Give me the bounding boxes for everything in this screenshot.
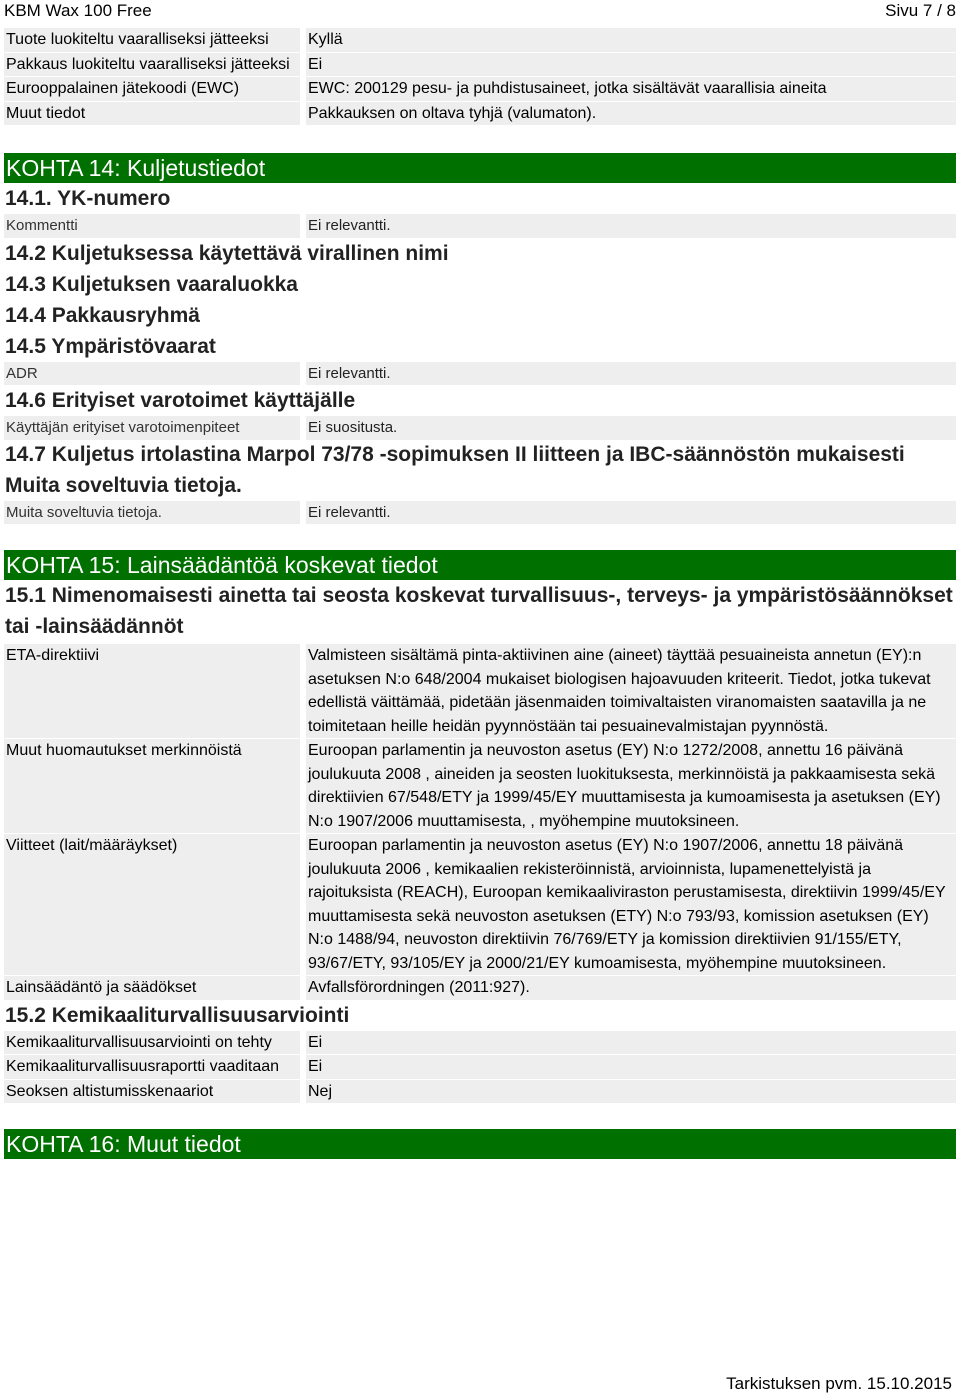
- row-value: Kyllä: [306, 28, 956, 52]
- row-value: Ei relevantti.: [306, 214, 956, 238]
- table-row: [4, 214, 956, 238]
- heading-14-4: 14.4 Pakkausryhmä: [5, 303, 200, 327]
- row-value: Nej: [306, 1080, 956, 1104]
- section-14-heading: KOHTA 14: Kuljetustiedot: [4, 153, 956, 183]
- table-row: [4, 53, 956, 77]
- table-row: [4, 1055, 956, 1079]
- heading-15-2: 15.2 Kemikaaliturvallisuusarviointi: [5, 1003, 350, 1027]
- row-label: Kemikaaliturvallisuusraportti vaaditaan: [4, 1055, 300, 1079]
- row-label: Muut tiedot: [4, 102, 300, 126]
- document-title: KBM Wax 100 Free: [4, 1, 152, 20]
- heading-14-3: 14.3 Kuljetuksen vaaraluokka: [5, 272, 298, 296]
- row-label: Lainsäädäntö ja säädökset: [4, 976, 300, 1000]
- row-label: Muita soveltuvia tietoja.: [4, 501, 300, 525]
- table-row: [4, 739, 956, 833]
- row-label: Käyttäjän erityiset varotoimenpiteet: [4, 416, 300, 440]
- row-label: ADR: [4, 362, 300, 386]
- page-number: Sivu 7 / 8: [885, 1, 956, 20]
- row-value: Pakkauksen on oltava tyhjä (valumaton).: [306, 102, 956, 126]
- heading-14-7: 14.7 Kuljetus irtolastina Marpol 73/78 -sopimuksen II liitteen ja IBC-säännöstön mukaisesti: [5, 442, 905, 466]
- row-label: Tuote luokiteltu vaaralliseksi jätteeksi: [4, 28, 300, 52]
- heading-15-1: 15.1 Nimenomaisesti ainetta tai seosta koskevat turvallisuus-, terveys- ja ympäristösäännökset tai -lainsäädännöt: [5, 584, 953, 638]
- heading-14-6: 14.6 Erityiset varotoimet käyttäjälle: [5, 389, 356, 412]
- revision-date: Tarkistuksen pvm. 15.10.2015: [726, 1374, 952, 1393]
- row-value: Ei relevantti.: [306, 362, 956, 386]
- row-label: ETA-direktiivi: [4, 644, 300, 738]
- table-row: [4, 1031, 956, 1055]
- heading-14-7-sub: Muita soveltuvia tietoja.: [5, 473, 242, 497]
- section-16-heading: KOHTA 16: Muut tiedot: [4, 1129, 956, 1159]
- row-value: Ei: [306, 53, 956, 77]
- row-value: Euroopan parlamentin ja neuvoston asetus (EY) N:o 1272/2008, annettu 16 päivänä joulukuuta 2008 , aineiden ja seosten luokituksesta, merkinnöistä ja pakkaamisesta sekä direktiivien 67/548/ETY ja 1999/45/EY muuttamisesta ja kumoamisesta ja asetuksen (EY) N:o 1907/2006 muuttamisesta, , myöhempine muutoksineen.: [306, 739, 956, 833]
- heading-14-2: 14.2 Kuljetuksessa käytettävä virallinen nimi: [5, 241, 449, 265]
- row-value: Ei: [306, 1055, 956, 1079]
- table-row: [4, 644, 956, 738]
- table-row: [4, 28, 956, 52]
- row-value: Euroopan parlamentin ja neuvoston asetus (EY) N:o 1907/2006, annettu 18 päivänä joulukuuta 2006 , kemikaalien rekisteröinnistä, arvioinnista, lupamenettelyistä ja rajoituksista (REACH), Euroopan kemikaaliviraston perustamisesta, direktiivin 1999/45/EY muuttamisesta sekä neuvoston asetuksen (ETY) N:o 793/93, komission asetuksen (EY) N:o 1488/94, neuvoston direktiivin 76/769/ETY ja komission direktiivien 91/155/ETY, 93/67/ETY, 93/105/EY ja 2000/21/EY kumoamisesta, myöhempine muutoksineen.: [306, 834, 956, 975]
- row-label: Eurooppalainen jätekoodi (EWC): [4, 77, 300, 101]
- table-row: [4, 834, 956, 975]
- row-label: Pakkaus luokiteltu vaaralliseksi jätteeksi: [4, 53, 300, 77]
- row-label: Kommentti: [4, 214, 300, 238]
- table-row: [4, 77, 956, 101]
- table-row: [4, 1080, 956, 1104]
- row-value: Valmisteen sisältämä pinta-aktiivinen aine (aineet) täyttää pesuaineista annetun (EY):n asetuksen N:o 648/2004 mukaiset biologisen hajoavuuden kriteerit. Tiedot, jotka tukevat edellistä väittämää, pidetään jäsenmaiden toimivaltaisten viranomaisten saatavilla ja ne toimitetaan heille heidän pyynnöstään tai pesuainevalmistajan pyynnöstä.: [306, 644, 956, 738]
- row-label: Viitteet (lait/määräykset): [4, 834, 300, 975]
- row-value: Ei: [306, 1031, 956, 1055]
- table-row: [4, 976, 956, 1000]
- row-value: Ei relevantti.: [306, 501, 956, 525]
- table-row: [4, 102, 956, 126]
- table-row: [4, 416, 956, 440]
- row-label: Kemikaaliturvallisuusarviointi on tehty: [4, 1031, 300, 1055]
- document-body: [4, 28, 956, 1159]
- row-label: Seoksen altistumisskenaariot: [4, 1080, 300, 1104]
- heading-14-1: 14.1. YK-numero: [5, 187, 171, 210]
- page-header: [4, 0, 956, 22]
- table-row: [4, 362, 956, 386]
- heading-14-5: 14.5 Ympäristövaarat: [5, 334, 216, 358]
- row-value: EWC: 200129 pesu- ja puhdistusaineet, jotka sisältävät vaarallisia aineita: [306, 77, 956, 101]
- row-value: Avfallsförordningen (2011:927).: [306, 976, 956, 1000]
- table-row: [4, 501, 956, 525]
- row-value: Ei suositusta.: [306, 416, 956, 440]
- row-label: Muut huomautukset merkinnöistä: [4, 739, 300, 833]
- section-15-heading: KOHTA 15: Lainsäädäntöä koskevat tiedot: [4, 550, 956, 580]
